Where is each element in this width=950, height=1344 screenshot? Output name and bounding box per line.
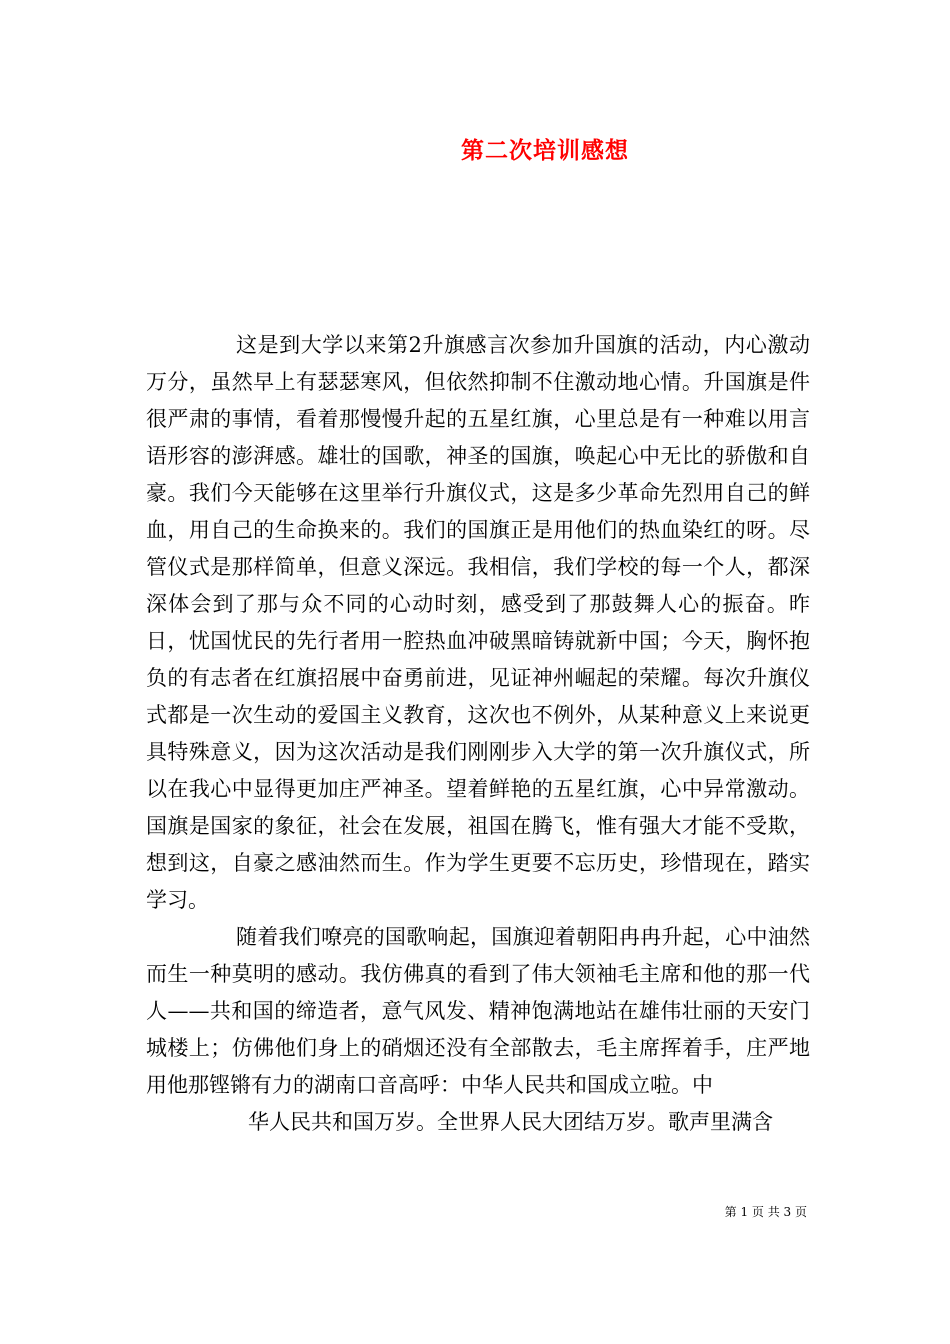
paragraph: 华人民共和国万岁。全世界人民大团结万岁。歌声里满含 — [248, 1110, 773, 1134]
paragraph: 这是到大学以来第2升旗感言次参加升国旗的活动，内心激动万分，虽然早上有瑟瑟寒风，但依然抑制不住激动地心情。升国旗是件很严肃的事情，看着那慢慢升起的五星红旗，心里总是有一种难以用言语形容的澎湃感。雄壮的国歌，神圣的国旗，唤起心中无比的骄傲和自豪。我们今天能够在这里举行升旗仪式，这是多少革命先烈用自己的鲜血，用自己的生命换来的。我们的国旗正是用他们的热血染红的呀。尽管仪式是那样简单，但意义深远。我相信，我们学校的每一个人，都深深体会到了那与众不同的心动时刻，感受到了那鼓舞人心的振奋。昨日，忧国忧民的先行者用一腔热血冲破黑暗铸就新中国；今天，胸怀抱负的有志者在红旗招展中奋勇前进，见证神州崛起的荣耀。每次升旗仪式都是一次生动的爱国主义教育，这次也不例外，从某种意义上来说更具特殊意义，因为这次活动是我们刚刚步入大学的第一次升旗仪式，所以在我心中显得更加庄严神圣。望着鲜艳的五星红旗，心中异常激动。国旗是国家的象征，社会在发展，祖国在腾飞，惟有强大才能不受欺，想到这，自豪之感油然而生。作为学生更要不忘历史，珍惜现在，踏实学习。 — [146, 333, 810, 912]
document-body — [146, 327, 810, 1141]
document-title: 第二次培训感想 — [461, 137, 629, 164]
page-number-footer: 第 1 页 共 3 页 — [724, 1205, 807, 1219]
paragraph: 随着我们嘹亮的国歌响起，国旗迎着朝阳冉冉升起，心中油然而生一种莫明的感动。我仿佛真的看到了伟大领袖毛主席和他的那一代人——共和国的缔造者，意气风发、精神饱满地站在雄伟壮丽的天安门城楼上；仿佛他们身上的硝烟还没有全部散去，毛主席挥着手，庄严地用他那铿锵有力的湖南口音高呼：中华人民共和国成立啦。中 — [146, 925, 810, 1097]
